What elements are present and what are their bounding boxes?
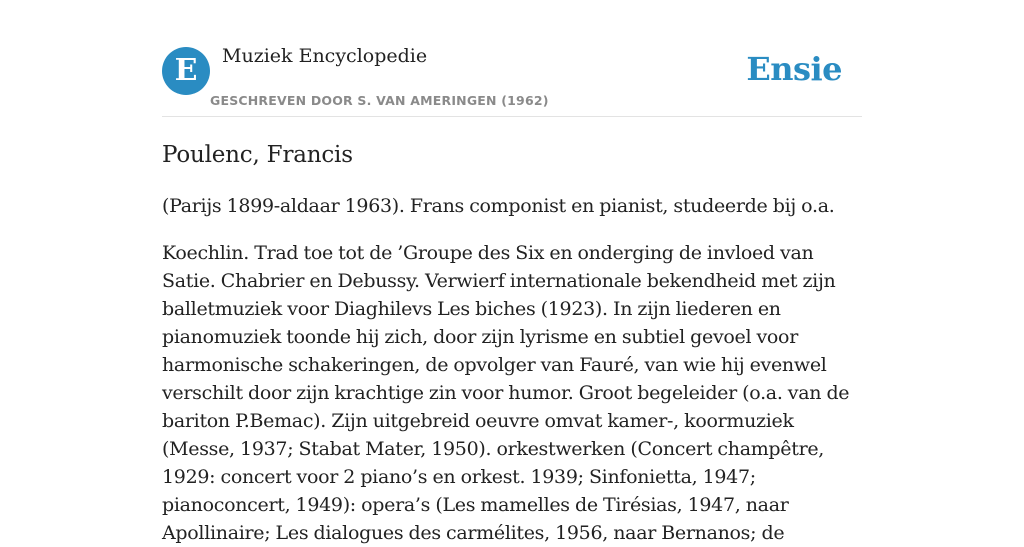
site-title[interactable]: Muziek Encyclopedie [222, 45, 428, 67]
ensie-logo[interactable]: Ensie [746, 50, 842, 88]
article-title: Poulenc, Francis [162, 142, 353, 168]
article-paragraph: (Parijs 1899-aldaar 1963). Frans componist en pianist, studeerde bij o.a. [162, 195, 835, 217]
author-byline: GESCHREVEN DOOR S. VAN AMERINGEN (1962) [210, 93, 549, 108]
article [162, 140, 862, 547]
article-paragraph: Koechlin. Trad toe tot de ’Groupe des Six en onderging de invloed van Satie. Chabrier en Debussy. Verwierf internationale bekendheid met zijn balletmuziek voor Diaghilevs Les biches (1923). In zijn liederen en pianomuziek toonde hij zich, door zijn lyrisme en subtiel gevoel voor harmonische schakeringen, de opvolger van Fauré, van wie hij evenwel verschilt door zijn krachtige zin voor humor. Groot begeleider (o.a. van de bariton P.Bemac). Zijn uitgebreid oeuvre omvat kamer-, koormuziek (Messe, 1937; Stabat Mater, 1950). orkestwerken (Concert champêtre, 1929: concert voor 2 piano’s en orkest. 1939; Sinfonietta, 1947; pianoconcert, 1949): opera’s (Les mamelles de Tirésias, 1947, naar Apollinaire; Les dialogues des carmélites, 1956, naar Bernanos; de [162, 242, 850, 544]
header [162, 0, 862, 117]
encyclopedia-logo[interactable]: E [162, 47, 210, 95]
